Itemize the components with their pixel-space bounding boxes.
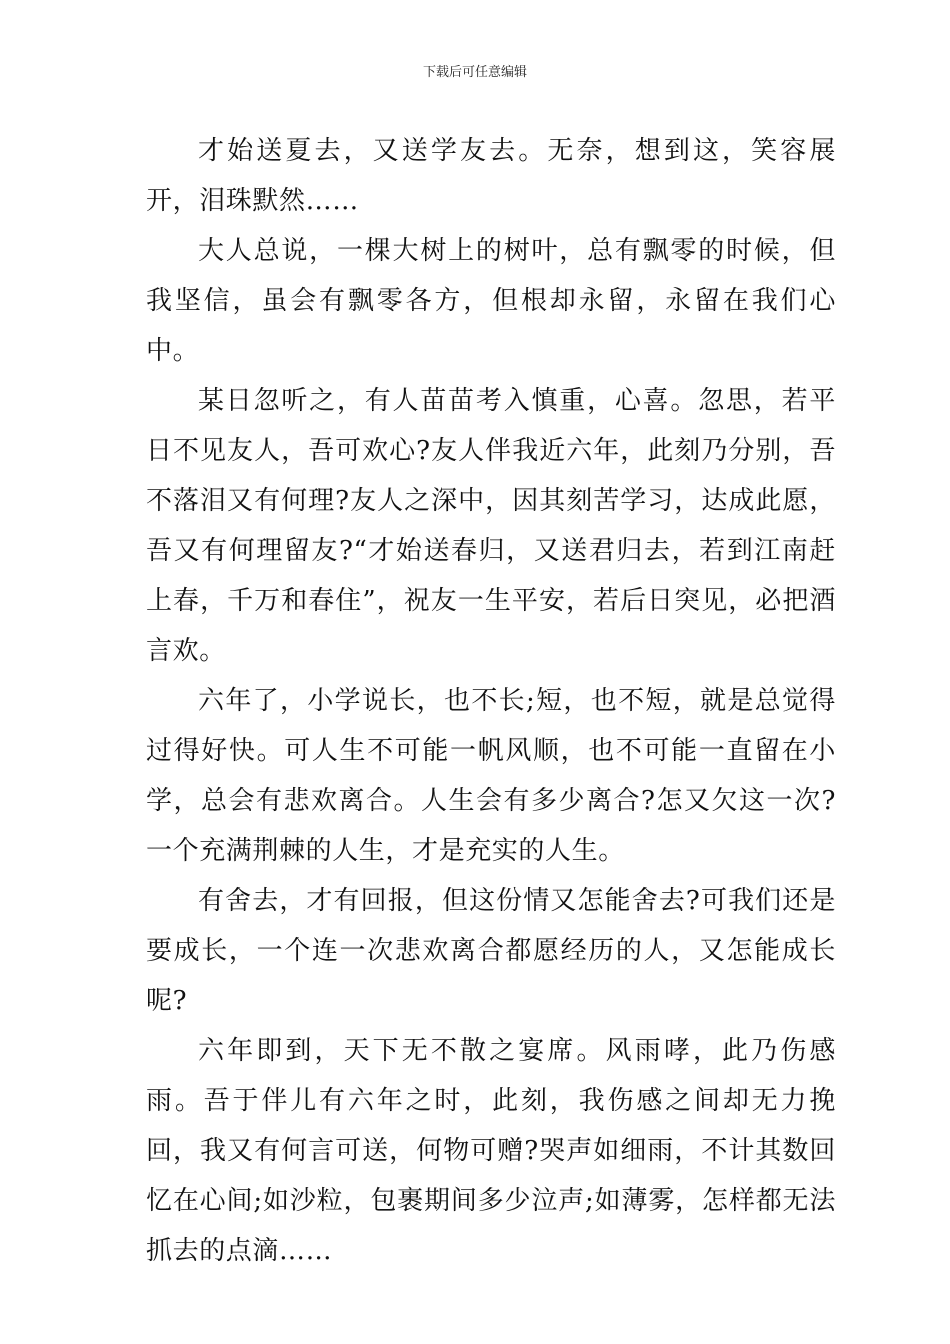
paragraph-5: 有舍去，才有回报，但这份情又怎能舍去?可我们还是要成长，一个连一次悲欢离合都愿经历的人，又怎能成长呢? xyxy=(146,886,836,1016)
document-body xyxy=(146,126,836,1276)
paragraph-3: 某日忽听之，有人苗苗考入慎重，心喜。忽思，若平日不见友人，吾可欢心?友人伴我近六年，此刻乃分别，吾不落泪又有何理?友人之深中，因其刻苦学习，达成此愿，吾又有何理留友?“才始送春归，又送君归去，若到江南赶上春，千万和春住”，祝友一生平安，若后日突见，必把酒言欢。 xyxy=(146,386,836,666)
page-header: 下载后可任意编辑 xyxy=(422,65,527,80)
paragraph-1: 才始送夏去，又送学友去。无奈，想到这，笑容展开，泪珠默然…… xyxy=(146,136,836,216)
paragraph-6: 六年即到，天下无不散之宴席。风雨哮，此乃伤感雨。吾于伴儿有六年之时，此刻，我伤感之间却无力挽回，我又有何言可送，何物可赠?哭声如细雨，不计其数回忆在心间;如沙粒，包裹期间多少泣声;如薄雾，怎样都无法抓去的点滴…… xyxy=(146,1036,836,1266)
paragraph-4: 六年了，小学说长，也不长;短，也不短，就是总觉得过得好快。可人生不可能一帆风顺，也不可能一直留在小学，总会有悲欢离合。人生会有多少离合?怎又欠这一次?一个充满荆棘的人生，才是充实的人生。 xyxy=(146,686,836,866)
paragraph-2: 大人总说，一棵大树上的树叶，总有飘零的时候，但我坚信，虽会有飘零各方，但根却永留，永留在我们心中。 xyxy=(146,236,836,366)
